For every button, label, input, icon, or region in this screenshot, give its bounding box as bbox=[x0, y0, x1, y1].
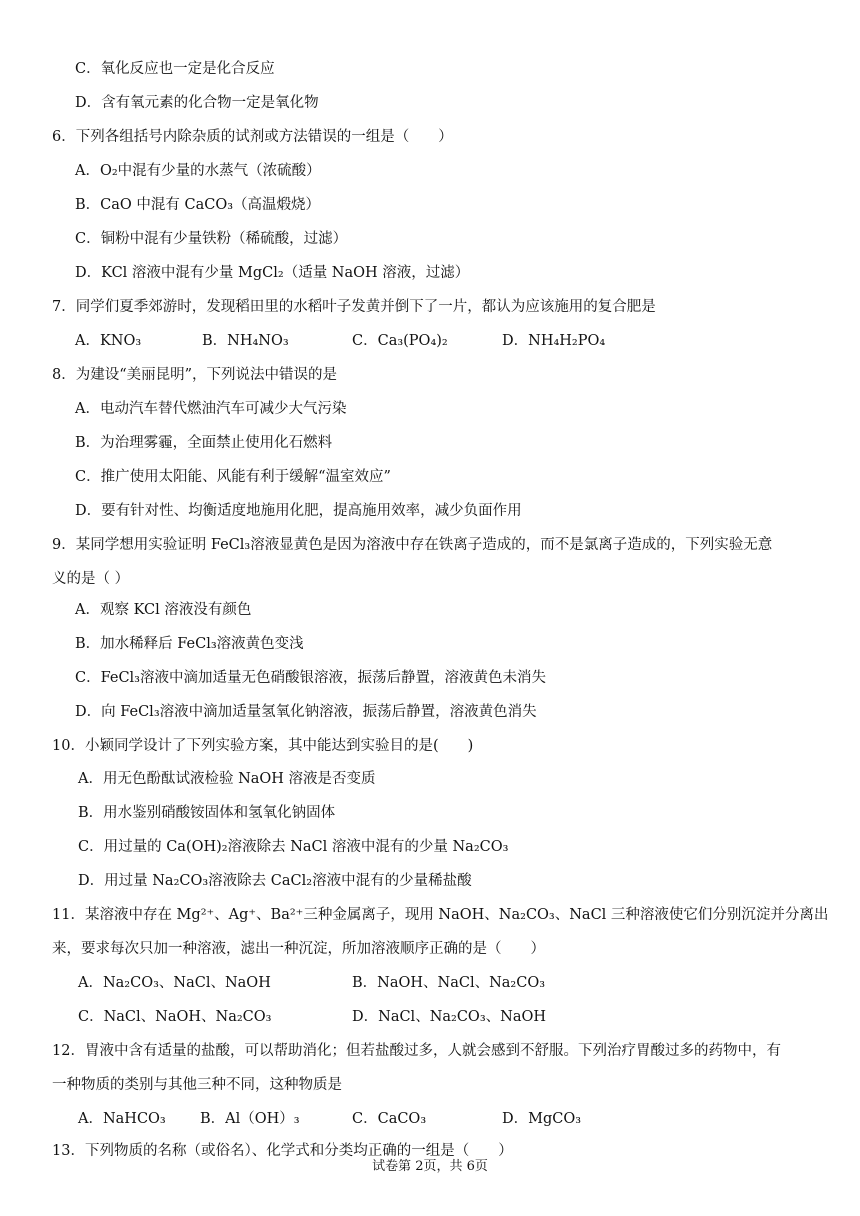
q12-option-b: B．Al（OH）₃ bbox=[200, 1111, 300, 1127]
q9-stem-line2: 义的是（ ） bbox=[52, 571, 130, 587]
q8-option-d: D．要有针对性、均衡适度地施用化肥，提高施用效率，减少负面作用 bbox=[75, 503, 522, 519]
q7-option-d: D．NH₄H₂PO₄ bbox=[502, 333, 606, 349]
q8-option-a: A．电动汽车替代燃油汽车可减少大气污染 bbox=[75, 401, 347, 417]
q9-option-b: B．加水稀释后 FeCl₃溶液黄色变浅 bbox=[75, 636, 304, 652]
q8-stem: 8．为建设“美丽昆明”，下列说法中错误的是 bbox=[52, 367, 338, 383]
q11-stem-line2: 来，要求每次只加一种溶液，滤出一种沉淀，所加溶液顺序正确的是（ ） bbox=[52, 941, 545, 957]
q12-option-c: C．CaCO₃ bbox=[352, 1111, 427, 1127]
q7-option-c: C．Ca₃(PO₄)₂ bbox=[352, 333, 448, 349]
q9-stem-line1: 9．某同学想用实验证明 FeCl₃溶液显黄色是因为溶液中存在铁离子造成的，而不是氯离子造成的，下列实验无意 bbox=[52, 537, 773, 553]
page-footer: 试卷第 2页，共 6页 bbox=[372, 1159, 488, 1174]
q12-option-d: D．MgCO₃ bbox=[502, 1111, 582, 1127]
q6-stem: 6．下列各组括号内除杂质的试剂或方法错误的一组是（ ） bbox=[52, 129, 453, 145]
q10-option-c: C．用过量的 Ca(OH)₂溶液除去 NaCl 溶液中混有的少量 Na₂CO₃ bbox=[78, 839, 509, 855]
q12-option-a: A．NaHCO₃ bbox=[78, 1111, 166, 1127]
q10-stem: 10．小颖同学设计了下列实验方案，其中能达到实验目的是( ) bbox=[52, 738, 474, 754]
q9-option-d: D．向 FeCl₃溶液中滴加适量氢氧化钠溶液，振荡后静置，溶液黄色消失 bbox=[75, 704, 537, 720]
q13-stem: 13．下列物质的名称（或俗名）、化学式和分类均正确的一组是（ ） bbox=[52, 1143, 513, 1159]
q6-option-b: B．CaO 中混有 CaCO₃（高温煅烧） bbox=[75, 197, 321, 213]
q8-option-b: B．为治理雾霾，全面禁止使用化石燃料 bbox=[75, 435, 333, 451]
q11-option-b: B．NaOH、NaCl、Na₂CO₃ bbox=[352, 975, 546, 991]
q7-stem: 7．同学们夏季郊游时，发现稻田里的水稻叶子发黄并倒下了一片，都认为应该施用的复合肥是 bbox=[52, 299, 656, 315]
q9-option-a: A．观察 KCl 溶液没有颜色 bbox=[75, 602, 252, 618]
q11-option-d: D．NaCl、Na₂CO₃、NaOH bbox=[352, 1009, 546, 1025]
q5-option-c: C．氧化反应也一定是化合反应 bbox=[75, 61, 275, 77]
q12-stem-line1: 12．胃液中含有适量的盐酸，可以帮助消化；但若盐酸过多，人就会感到不舒服。下列治疗胃酸过多的药物中，有 bbox=[52, 1043, 781, 1059]
q6-option-a: A．O₂中混有少量的水蒸气（浓硫酸） bbox=[75, 163, 321, 179]
q12-stem-line2: 一种物质的类别与其他三种不同，这种物质是 bbox=[52, 1077, 342, 1093]
q5-option-d: D．含有氧元素的化合物一定是氧化物 bbox=[75, 95, 319, 111]
q7-option-b: B．NH₄NO₃ bbox=[202, 333, 289, 349]
q10-option-b: B．用水鉴别硝酸铵固体和氢氧化钠固体 bbox=[78, 805, 336, 821]
q11-stem-line1: 11．某溶液中存在 Mg²⁺、Ag⁺、Ba²⁺三种金属离子，现用 NaOH、Na₂CO₃、NaCl 三种溶液使它们分别沉淀并分离出 bbox=[52, 907, 829, 923]
q6-option-d: D．KCl 溶液中混有少量 MgCl₂（适量 NaOH 溶液，过滤） bbox=[75, 265, 470, 281]
q8-option-c: C．推广使用太阳能、风能有利于缓解“温室效应” bbox=[75, 469, 391, 485]
q7-option-a: A．KNO₃ bbox=[75, 333, 142, 349]
q9-option-c: C．FeCl₃溶液中滴加适量无色硝酸银溶液，振荡后静置，溶液黄色未消失 bbox=[75, 670, 546, 686]
q10-option-a: A．用无色酚酞试液检验 NaOH 溶液是否变质 bbox=[78, 771, 376, 787]
q11-option-a: A．Na₂CO₃、NaCl、NaOH bbox=[78, 975, 271, 991]
q10-option-d: D．用过量 Na₂CO₃溶液除去 CaCl₂溶液中混有的少量稀盐酸 bbox=[78, 873, 472, 889]
q6-option-c: C．铜粉中混有少量铁粉（稀硫酸，过滤） bbox=[75, 231, 348, 247]
q11-option-c: C．NaCl、NaOH、Na₂CO₃ bbox=[78, 1009, 272, 1025]
